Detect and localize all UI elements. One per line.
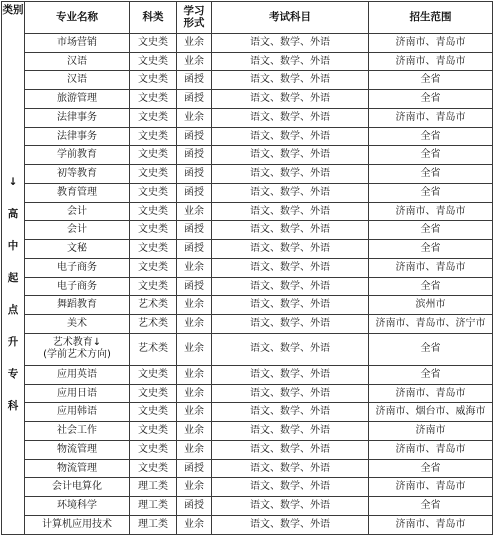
subject-type-cell: 理工类 bbox=[130, 497, 177, 516]
major-cell bbox=[25, 440, 130, 459]
exam-subjects-cell: 语文、数学、外语 bbox=[212, 183, 369, 202]
major-name: 艺术教育↓ bbox=[52, 337, 102, 349]
enrollment-area-cell: 全省 bbox=[369, 459, 493, 478]
subject-type-cell: 文史类 bbox=[130, 258, 177, 277]
study-form-cell: 业余 bbox=[177, 515, 212, 534]
category-char: ↓ bbox=[8, 176, 18, 188]
category-header: 类别 bbox=[2, 4, 24, 16]
subject-type-cell: 艺术类 bbox=[130, 315, 177, 334]
table-row bbox=[2, 71, 493, 90]
major-cell bbox=[25, 515, 130, 534]
table-row bbox=[2, 33, 493, 52]
exam-subjects-cell: 语文、数学、外语 bbox=[212, 90, 369, 109]
category-char: 升 bbox=[7, 336, 19, 348]
category-label bbox=[2, 166, 24, 422]
major-cell bbox=[25, 315, 130, 334]
enrollment-area-cell: 全省 bbox=[369, 183, 493, 202]
header-exam-subjects: 考试科目 bbox=[212, 2, 369, 34]
major-name: 会计电算化 bbox=[52, 481, 102, 493]
study-form-cell: 业余 bbox=[177, 403, 212, 422]
study-form-cell: 业余 bbox=[177, 202, 212, 221]
major-name: 环境科学 bbox=[57, 500, 97, 512]
major-cell bbox=[25, 459, 130, 478]
enrollment-area-cell: 济南市、青岛市 bbox=[369, 478, 493, 497]
table-row bbox=[2, 52, 493, 71]
enrollment-area-cell: 全省 bbox=[369, 333, 493, 365]
major-cell bbox=[25, 240, 130, 259]
major-name: 舞蹈教育 bbox=[57, 299, 97, 311]
exam-subjects-cell: 语文、数学、外语 bbox=[212, 515, 369, 534]
major-cell bbox=[25, 165, 130, 184]
table-row bbox=[2, 478, 493, 497]
major-cell bbox=[25, 365, 130, 384]
subject-type-cell: 文史类 bbox=[130, 183, 177, 202]
subject-type-cell: 文史类 bbox=[130, 422, 177, 441]
enrollment-area-cell: 全省 bbox=[369, 146, 493, 165]
study-form-cell: 业余 bbox=[177, 258, 212, 277]
table-row bbox=[2, 333, 493, 365]
exam-subjects-cell: 语文、数学、外语 bbox=[212, 459, 369, 478]
exam-subjects-cell: 语文、数学、外语 bbox=[212, 71, 369, 90]
major-cell bbox=[25, 52, 130, 71]
category-char: 高 bbox=[7, 208, 19, 220]
enrollment-area-cell: 全省 bbox=[369, 497, 493, 516]
study-form-cell: 业余 bbox=[177, 422, 212, 441]
major-cell bbox=[25, 108, 130, 127]
exam-subjects-cell: 语文、数学、外语 bbox=[212, 108, 369, 127]
major-cell bbox=[25, 478, 130, 497]
study-form-cell: 函授 bbox=[177, 459, 212, 478]
major-cell bbox=[25, 71, 130, 90]
subject-type-cell: 文史类 bbox=[130, 52, 177, 71]
major-name: 物流管理 bbox=[57, 462, 97, 474]
subject-type-cell: 文史类 bbox=[130, 221, 177, 240]
major-cell bbox=[25, 146, 130, 165]
major-name: 会计 bbox=[67, 205, 87, 217]
major-cell bbox=[25, 422, 130, 441]
study-form-cell: 函授 bbox=[177, 183, 212, 202]
major-name: 教育管理 bbox=[57, 186, 97, 198]
study-form-cell: 业余 bbox=[177, 384, 212, 403]
major-name: 应用英语 bbox=[57, 368, 97, 380]
exam-subjects-cell: 语文、数学、外语 bbox=[212, 221, 369, 240]
major-cell bbox=[25, 497, 130, 516]
exam-subjects-cell: 语文、数学、外语 bbox=[212, 258, 369, 277]
study-form-cell: 函授 bbox=[177, 127, 212, 146]
study-form-cell: 业余 bbox=[177, 108, 212, 127]
category-char: 点 bbox=[7, 304, 19, 316]
enrollment-area-cell: 济南市、青岛市、济宁市 bbox=[369, 315, 493, 334]
category-char: 专 bbox=[7, 368, 19, 380]
table-row bbox=[2, 127, 493, 146]
major-name: 文秘 bbox=[67, 243, 87, 255]
major-name: 应用日语 bbox=[57, 387, 97, 399]
major-name: 汉语 bbox=[67, 55, 87, 67]
study-form-cell: 函授 bbox=[177, 277, 212, 296]
subject-type-cell: 文史类 bbox=[130, 146, 177, 165]
enrollment-area-cell: 全省 bbox=[369, 165, 493, 184]
enrollment-area-cell: 全省 bbox=[369, 127, 493, 146]
exam-subjects-cell: 语文、数学、外语 bbox=[212, 478, 369, 497]
exam-subjects-cell: 语文、数学、外语 bbox=[212, 497, 369, 516]
exam-subjects-cell: 语文、数学、外语 bbox=[212, 146, 369, 165]
major-name: 会计 bbox=[67, 224, 87, 236]
study-form-cell: 业余 bbox=[177, 33, 212, 52]
enrollment-area-cell: 全省 bbox=[369, 90, 493, 109]
study-form-cell: 业余 bbox=[177, 315, 212, 334]
exam-subjects-cell: 语文、数学、外语 bbox=[212, 384, 369, 403]
subject-type-cell: 艺术类 bbox=[130, 333, 177, 365]
exam-subjects-cell: 语文、数学、外语 bbox=[212, 296, 369, 315]
subject-type-cell: 文史类 bbox=[130, 108, 177, 127]
table-row bbox=[2, 384, 493, 403]
category-char: 科 bbox=[7, 400, 19, 412]
study-form-cell: 函授 bbox=[177, 221, 212, 240]
exam-subjects-cell: 语文、数学、外语 bbox=[212, 440, 369, 459]
header-major: 专业名称 bbox=[25, 2, 130, 34]
enrollment-area-cell: 全省 bbox=[369, 221, 493, 240]
exam-subjects-cell: 语文、数学、外语 bbox=[212, 165, 369, 184]
exam-subjects-cell: 语文、数学、外语 bbox=[212, 240, 369, 259]
exam-subjects-cell: 语文、数学、外语 bbox=[212, 277, 369, 296]
table-row bbox=[2, 165, 493, 184]
table-row bbox=[2, 515, 493, 534]
major-cell bbox=[25, 33, 130, 52]
exam-subjects-cell: 语文、数学、外语 bbox=[212, 52, 369, 71]
major-cell bbox=[25, 277, 130, 296]
major-name: 法律事务 bbox=[57, 130, 97, 142]
subject-type-cell: 理工类 bbox=[130, 515, 177, 534]
major-cell bbox=[25, 296, 130, 315]
enrollment-area-cell: 全省 bbox=[369, 240, 493, 259]
exam-subjects-cell: 语文、数学、外语 bbox=[212, 333, 369, 365]
major-name: 法律事务 bbox=[57, 111, 97, 123]
study-form-cell: 业余 bbox=[177, 296, 212, 315]
major-cell bbox=[25, 90, 130, 109]
major-name: 应用韩语 bbox=[57, 406, 97, 418]
major-name: 物流管理 bbox=[57, 443, 97, 455]
table-row bbox=[2, 296, 493, 315]
enrollment-area-cell: 济南市、青岛市 bbox=[369, 440, 493, 459]
study-form-cell: 函授 bbox=[177, 497, 212, 516]
major-name: 社会工作 bbox=[57, 425, 97, 437]
table-row bbox=[2, 202, 493, 221]
subject-type-cell: 艺术类 bbox=[130, 296, 177, 315]
major-name: 初等教育 bbox=[57, 168, 97, 180]
enrollment-area-cell: 济南市、青岛市 bbox=[369, 515, 493, 534]
header-study-form bbox=[177, 2, 212, 34]
table-row bbox=[2, 422, 493, 441]
major-name: 学前教育 bbox=[57, 149, 97, 161]
exam-subjects-cell: 语文、数学、外语 bbox=[212, 202, 369, 221]
study-form-cell: 业余 bbox=[177, 365, 212, 384]
exam-subjects-cell: 语文、数学、外语 bbox=[212, 127, 369, 146]
enrollment-area-cell: 济南市、烟台市、威海市 bbox=[369, 403, 493, 422]
subject-type-cell: 文史类 bbox=[130, 277, 177, 296]
subject-type-cell: 文史类 bbox=[130, 365, 177, 384]
major-name: 电子商务 bbox=[57, 280, 97, 292]
enrollment-table bbox=[1, 1, 493, 535]
subject-type-cell: 理工类 bbox=[130, 478, 177, 497]
enrollment-area-cell: 滨州市 bbox=[369, 296, 493, 315]
table-row bbox=[2, 403, 493, 422]
major-cell bbox=[25, 183, 130, 202]
major-name: 电子商务 bbox=[57, 261, 97, 273]
header-study-form-line1: 学习 bbox=[183, 5, 205, 18]
enrollment-area-cell: 全省 bbox=[369, 277, 493, 296]
study-form-cell: 函授 bbox=[177, 165, 212, 184]
study-form-cell: 业余 bbox=[177, 52, 212, 71]
table-row bbox=[2, 459, 493, 478]
category-char: 起 bbox=[7, 272, 19, 284]
header-subject-type: 科类 bbox=[130, 2, 177, 34]
header-row bbox=[2, 2, 493, 34]
table-row bbox=[2, 440, 493, 459]
major-name: 市场营销 bbox=[57, 36, 97, 48]
enrollment-area-cell: 济南市、青岛市 bbox=[369, 52, 493, 71]
enrollment-area-cell: 济南市 bbox=[369, 422, 493, 441]
enrollment-area-cell: 济南市、青岛市 bbox=[369, 33, 493, 52]
major-name: 旅游管理 bbox=[57, 93, 97, 105]
enrollment-area-cell: 济南市、青岛市 bbox=[369, 384, 493, 403]
subject-type-cell: 文史类 bbox=[130, 33, 177, 52]
major-name-sub: (学前艺术方向) bbox=[43, 349, 111, 361]
major-cell bbox=[25, 403, 130, 422]
subject-type-cell: 文史类 bbox=[130, 127, 177, 146]
study-form-cell: 业余 bbox=[177, 333, 212, 365]
table-row bbox=[2, 497, 493, 516]
study-form-cell: 函授 bbox=[177, 240, 212, 259]
subject-type-cell: 文史类 bbox=[130, 440, 177, 459]
study-form-cell: 业余 bbox=[177, 440, 212, 459]
subject-type-cell: 文史类 bbox=[130, 403, 177, 422]
exam-subjects-cell: 语文、数学、外语 bbox=[212, 315, 369, 334]
major-name: 汉语 bbox=[67, 74, 87, 86]
table-row bbox=[2, 365, 493, 384]
table-row bbox=[2, 90, 493, 109]
header-enrollment-area: 招生范围 bbox=[369, 2, 493, 34]
table-row bbox=[2, 183, 493, 202]
major-cell bbox=[25, 221, 130, 240]
major-name: 计算机应用技术 bbox=[42, 518, 112, 530]
table-row bbox=[2, 221, 493, 240]
subject-type-cell: 文史类 bbox=[130, 90, 177, 109]
study-form-cell: 函授 bbox=[177, 71, 212, 90]
table-row bbox=[2, 277, 493, 296]
header-study-form-line2: 形式 bbox=[183, 17, 205, 30]
enrollment-area-cell: 济南市、青岛市 bbox=[369, 108, 493, 127]
enrollment-area-cell: 全省 bbox=[369, 71, 493, 90]
subject-type-cell: 文史类 bbox=[130, 240, 177, 259]
exam-subjects-cell: 语文、数学、外语 bbox=[212, 365, 369, 384]
subject-type-cell: 文史类 bbox=[130, 71, 177, 90]
major-cell bbox=[25, 333, 130, 365]
enrollment-area-cell: 济南市、青岛市 bbox=[369, 258, 493, 277]
subject-type-cell: 文史类 bbox=[130, 459, 177, 478]
category-char: 中 bbox=[7, 240, 19, 252]
study-form-cell: 函授 bbox=[177, 90, 212, 109]
major-cell bbox=[25, 127, 130, 146]
exam-subjects-cell: 语文、数学、外语 bbox=[212, 33, 369, 52]
exam-subjects-cell: 语文、数学、外语 bbox=[212, 422, 369, 441]
table-row bbox=[2, 258, 493, 277]
study-form-cell: 函授 bbox=[177, 146, 212, 165]
table-row bbox=[2, 146, 493, 165]
major-cell bbox=[25, 202, 130, 221]
major-name: 美术 bbox=[67, 318, 87, 330]
subject-type-cell: 文史类 bbox=[130, 384, 177, 403]
table-row bbox=[2, 315, 493, 334]
enrollment-area-cell: 济南市、青岛市 bbox=[369, 202, 493, 221]
subject-type-cell: 文史类 bbox=[130, 202, 177, 221]
table-row bbox=[2, 108, 493, 127]
table-row bbox=[2, 240, 493, 259]
enrollment-area-cell: 全省 bbox=[369, 365, 493, 384]
major-cell bbox=[25, 384, 130, 403]
category-cell bbox=[2, 2, 25, 535]
major-cell bbox=[25, 258, 130, 277]
study-form-cell: 业余 bbox=[177, 478, 212, 497]
exam-subjects-cell: 语文、数学、外语 bbox=[212, 403, 369, 422]
subject-type-cell: 文史类 bbox=[130, 165, 177, 184]
